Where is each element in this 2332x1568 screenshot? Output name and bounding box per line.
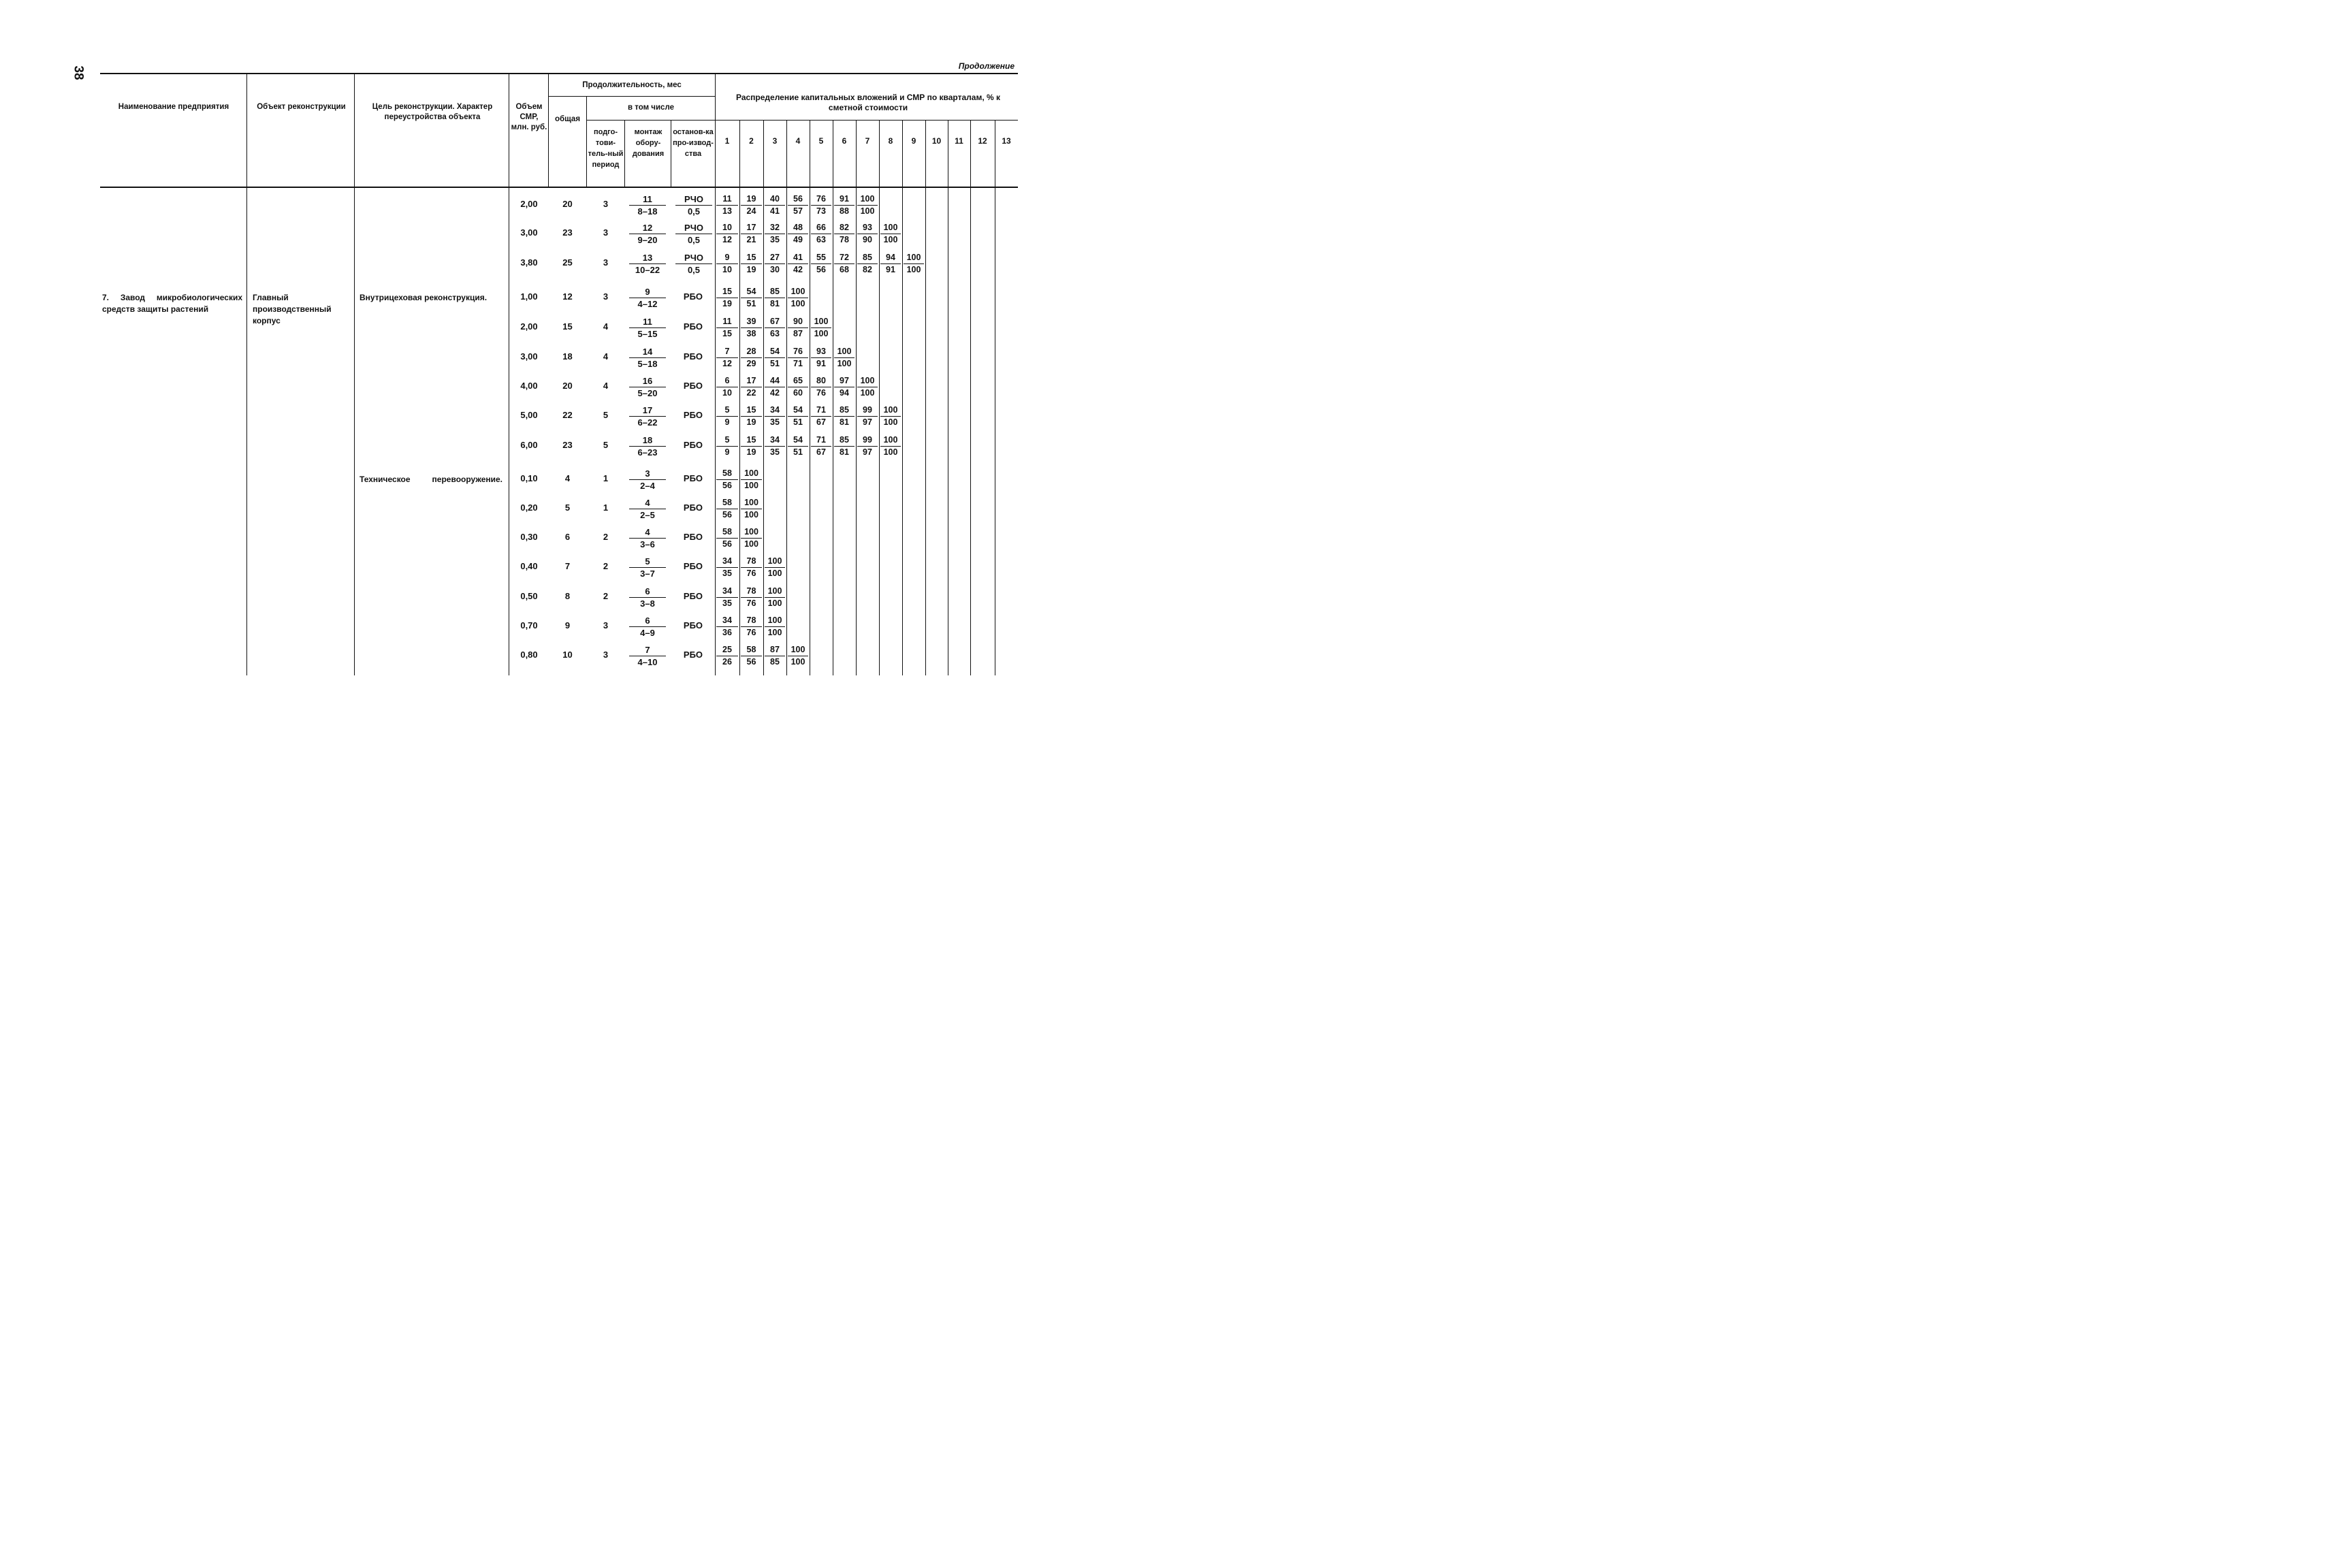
quarter-fraction: $\frac{67}{63}$ <box>763 317 786 339</box>
quarter-fraction: $\frac{100}{100}$ <box>739 468 763 491</box>
quarter-fraction: $\frac{58}{56}$ <box>715 498 739 520</box>
header-mount: монтаж обору-дования <box>632 128 665 158</box>
volume-cell: 6,00 <box>520 440 538 450</box>
quarter-fraction: $\frac{78}{76}$ <box>739 586 763 609</box>
quarter-fraction: $\frac{15}{19}$ <box>739 405 763 428</box>
prep-period-cell: 4 <box>603 381 609 391</box>
stop-cell: РБО <box>683 381 703 391</box>
quarter-fraction: $\frac{15}{19}$ <box>715 287 739 309</box>
stop-cell: РБО <box>683 561 703 571</box>
goal-internal: Внутрицеховая реконструкция. <box>360 293 488 302</box>
quarter-fraction: $\frac{100}{100}$ <box>902 253 925 275</box>
prep-period-cell: 3 <box>603 257 609 268</box>
volume-cell: 5,00 <box>520 410 538 420</box>
quarter-fraction: $\frac{54}{51}$ <box>739 287 763 309</box>
quarter-fraction: $\frac{28}{29}$ <box>739 347 763 369</box>
total-duration-cell: 6 <box>564 532 571 542</box>
header-object: Объект реконструкции <box>257 103 346 111</box>
quarter-fraction: $\frac{40}{41}$ <box>763 194 786 217</box>
quarter-fraction: $\frac{100}{100}$ <box>739 527 763 549</box>
quarter-header: 1 <box>724 136 730 146</box>
stop-cell: РБО <box>683 440 703 450</box>
quarter-header: 11 <box>955 136 963 146</box>
header-goal: Цель реконструкции. Характер переустройства объекта <box>372 103 493 121</box>
volume-cell: 0,80 <box>520 650 538 660</box>
quarter-fraction: $\frac{100}{100}$ <box>739 498 763 520</box>
quarter-fraction: $\frac{71}{67}$ <box>810 435 833 458</box>
prep-period-cell: 5 <box>603 440 609 450</box>
quarter-header: 3 <box>772 136 778 146</box>
total-duration-cell: 10 <box>562 650 573 660</box>
total-duration-cell: 4 <box>564 473 571 483</box>
quarter-fraction: $\frac{34}{35}$ <box>715 586 739 609</box>
total-duration-cell: 23 <box>562 440 573 450</box>
volume-cell: 0,70 <box>520 620 538 630</box>
total-duration-cell: 8 <box>564 591 571 601</box>
quarter-fraction: $\frac{55}{56}$ <box>810 253 833 275</box>
quarter-header: 4 <box>795 136 801 146</box>
stop-cell: РБО <box>683 650 703 660</box>
quarter-fraction: $\frac{44}{42}$ <box>763 376 786 398</box>
quarter-fraction: $\frac{34}{35}$ <box>763 405 786 428</box>
header-stop: останов-ка про-извод-ства <box>673 128 714 158</box>
quarter-fraction: $\frac{85}{82}$ <box>856 253 879 275</box>
quarter-fraction: $\frac{11}{15}$ <box>715 317 739 339</box>
quarter-header: 10 <box>931 136 942 146</box>
mount-fraction: $\frac{4}{2-5}$ <box>624 498 671 520</box>
quarter-fraction: $\frac{41}{42}$ <box>786 253 810 275</box>
total-duration-cell: 15 <box>562 321 573 332</box>
quarter-fraction: $\frac{72}{68}$ <box>833 253 856 275</box>
quarter-fraction: $\frac{5}{9}$ <box>715 405 739 428</box>
quarter-fraction: $\frac{100}{100}$ <box>833 347 856 369</box>
prep-period-cell: 1 <box>603 473 609 483</box>
continuation-label: Продолжение <box>958 61 1015 71</box>
enterprise-name: 7. Завод микробиологических средств защиты растений <box>102 293 242 314</box>
quarter-fraction: $\frac{100}{100}$ <box>763 556 786 579</box>
total-duration-cell: 22 <box>562 410 573 420</box>
quarter-fraction: $\frac{34}{36}$ <box>715 615 739 638</box>
total-duration-cell: 5 <box>564 502 571 513</box>
volume-cell: 2,00 <box>520 321 538 332</box>
quarter-fraction: $\frac{17}{22}$ <box>739 376 763 398</box>
quarter-fraction: $\frac{25}{26}$ <box>715 645 739 667</box>
quarter-fraction: $\frac{54}{51}$ <box>786 405 810 428</box>
quarter-fraction: $\frac{94}{91}$ <box>879 253 902 275</box>
prep-period-cell: 3 <box>603 199 609 209</box>
total-duration-cell: 7 <box>564 561 571 571</box>
quarter-fraction: $\frac{54}{51}$ <box>786 435 810 458</box>
prep-period-cell: 2 <box>603 561 609 571</box>
quarter-fraction: $\frac{93}{90}$ <box>856 223 879 245</box>
mount-fraction: $\frac{11}{8-18}$ <box>624 194 671 217</box>
quarter-fraction: $\frac{85}{81}$ <box>833 405 856 428</box>
stop-fraction: РЧО 0,5 <box>670 253 718 275</box>
quarter-fraction: $\frac{85}{81}$ <box>763 287 786 309</box>
quarter-fraction: $\frac{32}{35}$ <box>763 223 786 245</box>
quarter-fraction: $\frac{17}{21}$ <box>739 223 763 245</box>
quarter-fraction: $\frac{82}{78}$ <box>833 223 856 245</box>
quarter-fraction: $\frac{78}{76}$ <box>739 556 763 579</box>
mount-fraction: $\frac{13}{10-22}$ <box>624 253 671 275</box>
mount-fraction: $\frac{9}{4-12}$ <box>624 287 671 309</box>
quarter-fraction: $\frac{93}{91}$ <box>810 347 833 369</box>
quarter-fraction: $\frac{15}{19}$ <box>739 435 763 458</box>
quarter-fraction: $\frac{100}{100}$ <box>763 586 786 609</box>
quarter-fraction: $\frac{58}{56}$ <box>715 527 739 549</box>
stop-fraction: РЧО 0,5 <box>670 223 718 245</box>
quarter-fraction: $\frac{85}{81}$ <box>833 435 856 458</box>
prep-period-cell: 2 <box>603 591 609 601</box>
quarter-fraction: $\frac{99}{97}$ <box>856 435 879 458</box>
total-duration-cell: 20 <box>562 381 573 391</box>
volume-cell: 3,00 <box>520 351 538 362</box>
stop-cell: РБО <box>683 351 703 362</box>
quarter-fraction: $\frac{66}{63}$ <box>810 223 833 245</box>
stop-cell: РБО <box>683 532 703 542</box>
page-number: 38 <box>71 65 86 80</box>
quarter-fraction: $\frac{71}{67}$ <box>810 405 833 428</box>
quarter-fraction: $\frac{56}{57}$ <box>786 194 810 217</box>
volume-cell: 0,30 <box>520 532 538 542</box>
volume-cell: 0,50 <box>520 591 538 601</box>
quarter-fraction: $\frac{27}{30}$ <box>763 253 786 275</box>
header-distribution: Распределение капитальных вложений и СМР по кварталам, % к сметной стоимости <box>735 93 1001 112</box>
header-enterprise: Наименование предприятия <box>118 103 229 111</box>
quarter-fraction: $\frac{97}{94}$ <box>833 376 856 398</box>
quarter-fraction: $\frac{54}{51}$ <box>763 347 786 369</box>
volume-cell: 0,20 <box>520 502 538 513</box>
header-prep: подго-тови-тель-ный период <box>588 128 624 169</box>
quarter-fraction: $\frac{99}{97}$ <box>856 405 879 428</box>
quarter-fraction: $\frac{48}{49}$ <box>786 223 810 245</box>
total-duration-cell: 18 <box>562 351 573 362</box>
prep-period-cell: 3 <box>603 227 609 238</box>
mount-fraction: $\frac{3}{2-4}$ <box>624 468 671 491</box>
quarter-fraction: $\frac{7}{12}$ <box>715 347 739 369</box>
prep-period-cell: 4 <box>603 321 609 332</box>
quarter-fraction: $\frac{100}{100}$ <box>763 615 786 638</box>
header-volume: Объем СМР, млн. руб. <box>511 103 547 131</box>
mount-fraction: $\frac{11}{5-15}$ <box>624 317 671 339</box>
mount-fraction: $\frac{17}{6-22}$ <box>624 405 671 428</box>
object-name: Главный производственный корпус <box>253 293 332 325</box>
quarter-fraction: $\frac{19}{24}$ <box>739 194 763 217</box>
prep-period-cell: 3 <box>603 650 609 660</box>
quarter-fraction: $\frac{91}{88}$ <box>833 194 856 217</box>
mount-fraction: $\frac{7}{4-10}$ <box>624 645 671 667</box>
volume-cell: 3,80 <box>520 257 538 268</box>
prep-period-cell: 4 <box>603 351 609 362</box>
header-duration: Продолжительность, мес <box>582 81 682 89</box>
stop-fraction: РЧО 0,5 <box>670 194 718 217</box>
quarter-header: 5 <box>818 136 824 146</box>
quarter-fraction: $\frac{10}{12}$ <box>715 223 739 245</box>
quarter-header: 2 <box>749 136 754 146</box>
prep-period-cell: 1 <box>603 502 609 513</box>
volume-cell: 2,00 <box>520 199 538 209</box>
volume-cell: 4,00 <box>520 381 538 391</box>
mount-fraction: $\frac{5}{3-7}$ <box>624 556 671 579</box>
total-duration-cell: 12 <box>562 291 573 302</box>
stop-cell: РБО <box>683 591 703 601</box>
volume-cell: 0,40 <box>520 561 538 571</box>
quarter-fraction: $\frac{100}{100}$ <box>856 194 879 217</box>
quarter-fraction: $\frac{100}{100}$ <box>879 435 902 458</box>
quarter-fraction: $\frac{76}{71}$ <box>786 347 810 369</box>
quarter-fraction: $\frac{39}{38}$ <box>739 317 763 339</box>
quarter-fraction: $\frac{34}{35}$ <box>763 435 786 458</box>
quarter-fraction: $\frac{65}{60}$ <box>786 376 810 398</box>
quarter-fraction: $\frac{58}{56}$ <box>739 645 763 667</box>
quarter-fraction: $\frac{58}{56}$ <box>715 468 739 491</box>
stop-cell: РБО <box>683 321 703 332</box>
quarter-fraction: $\frac{6}{10}$ <box>715 376 739 398</box>
quarter-fraction: $\frac{100}{100}$ <box>856 376 879 398</box>
volume-cell: 3,00 <box>520 227 538 238</box>
mount-fraction: $\frac{14}{5-18}$ <box>624 347 671 369</box>
header-including: в том числе <box>627 103 674 112</box>
quarter-fraction: $\frac{100}{100}$ <box>810 317 833 339</box>
total-duration-cell: 9 <box>564 620 571 630</box>
header-total: общая <box>554 115 581 123</box>
total-duration-cell: 23 <box>562 227 573 238</box>
total-duration-cell: 20 <box>562 199 573 209</box>
quarter-fraction: $\frac{78}{76}$ <box>739 615 763 638</box>
quarter-header: 12 <box>978 136 987 146</box>
quarter-fraction: $\frac{34}{35}$ <box>715 556 739 579</box>
quarter-fraction: $\frac{76}{73}$ <box>810 194 833 217</box>
total-duration-cell: 25 <box>562 257 573 268</box>
quarter-fraction: $\frac{90}{87}$ <box>786 317 810 339</box>
stop-cell: РБО <box>683 291 703 302</box>
stop-cell: РБО <box>683 473 703 483</box>
quarter-header: 9 <box>911 136 916 146</box>
quarter-header: 7 <box>865 136 870 146</box>
prep-period-cell: 5 <box>603 410 609 420</box>
prep-period-cell: 3 <box>603 291 609 302</box>
mount-fraction: $\frac{6}{4-9}$ <box>624 615 671 638</box>
quarter-fraction: $\frac{15}{19}$ <box>739 253 763 275</box>
quarter-header: 13 <box>1002 136 1011 146</box>
quarter-fraction: $\frac{5}{9}$ <box>715 435 739 458</box>
mount-fraction: $\frac{4}{3-6}$ <box>624 527 671 549</box>
quarter-fraction: $\frac{80}{76}$ <box>810 376 833 398</box>
stop-cell: РБО <box>683 620 703 630</box>
quarter-fraction: $\frac{87}{85}$ <box>763 645 786 667</box>
prep-period-cell: 3 <box>603 620 609 630</box>
stop-cell: РБО <box>683 502 703 513</box>
mount-fraction: $\frac{18}{6-23}$ <box>624 435 671 458</box>
quarter-header: 8 <box>888 136 893 146</box>
mount-fraction: $\frac{12}{9-20}$ <box>624 223 671 245</box>
volume-cell: 0,10 <box>520 473 538 483</box>
quarter-fraction: $\frac{100}{100}$ <box>786 645 810 667</box>
quarter-fraction: $\frac{11}{13}$ <box>715 194 739 217</box>
quarter-fraction: $\frac{100}{100}$ <box>786 287 810 309</box>
mount-fraction: $\frac{6}{3-8}$ <box>624 586 671 609</box>
mount-fraction: $\frac{16}{5-20}$ <box>624 376 671 398</box>
goal-technical: Техническое перевооружение. <box>360 475 502 484</box>
volume-cell: 1,00 <box>520 291 538 302</box>
prep-period-cell: 2 <box>603 532 609 542</box>
stop-cell: РБО <box>683 410 703 420</box>
quarter-header: 6 <box>842 136 847 146</box>
quarter-fraction: $\frac{9}{10}$ <box>715 253 739 275</box>
quarter-fraction: $\frac{100}{100}$ <box>879 223 902 245</box>
quarter-fraction: $\frac{100}{100}$ <box>879 405 902 428</box>
